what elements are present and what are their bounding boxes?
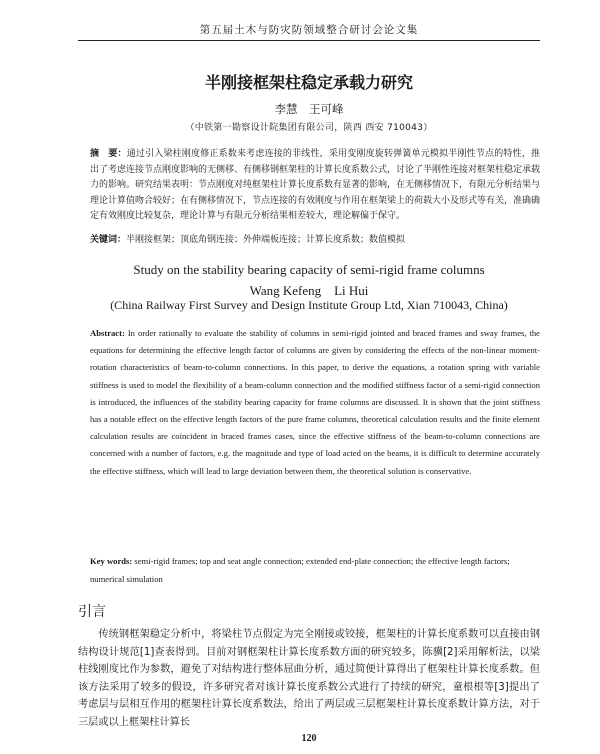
- cn-title: 半刚接框架柱稳定承载力研究: [204, 73, 413, 92]
- cn-keywords-text: 半刚接框架；顶底角钢连接；外伸端板连接；计算长度系数；数值模拟: [126, 235, 406, 245]
- cn-authors: 李慧 王可峰: [274, 102, 344, 116]
- cn-abstract-label: 摘 要：: [90, 149, 127, 159]
- en-abstract-label: Abstract:: [90, 328, 125, 338]
- cn-affiliation: （中铁第一勘察设计院集团有限公司，陕西 西安 710043）: [185, 123, 433, 133]
- en-authors: Wang Kefeng Li Hui: [249, 283, 369, 298]
- en-abstract: [90, 325, 540, 480]
- section-heading-introduction: 引言: [78, 604, 106, 620]
- cn-keywords-label: 关键词：: [90, 235, 127, 245]
- cn-keywords: [90, 232, 540, 245]
- en-keywords: [90, 553, 540, 588]
- cn-abstract: [90, 147, 540, 225]
- en-keywords-label: Key words:: [90, 556, 133, 566]
- running-header: 第五届土木与防灾防领域整合研讨会论文集: [199, 24, 419, 36]
- header-rule: [78, 40, 540, 41]
- en-keywords-text: semi-rigid frames; top and seat angle connection; extended end-plate connection; the effective length factors; numerical simulation: [90, 556, 510, 584]
- cn-abstract-text: 通过引入梁柱刚度修正系数来考虑连接的非线性，采用变刚度旋转弹簧单元模拟半刚性节点的特性，推出了考虑连接节点刚度影响的无侧移、有侧移钢框架柱的计算长度系数公式，讨论了半刚性连接对框架柱稳定承载力的影响。研究结果表明：节点刚度对纯框架柱计算长度系数有显著的影响，在无侧移情况下，有限元分析结果与理论计算值吻合较好；在有侧移情况下，节点连接的有效刚度与作用在框架梁上的荷载大小及形式等有关，准确确定有效刚度比较复杂，理论计算与有限元分析结果相差较大，理论解偏于保守。: [90, 149, 541, 221]
- en-affiliation: (China Railway First Survey and Design Institute Group Ltd, Xian 710043, China): [110, 298, 508, 312]
- page-number: 120: [301, 733, 317, 744]
- intro-paragraph: 传统钢框架稳定分析中，将梁柱节点假定为完全刚接或铰接，框架柱的计算长度系数可以直接由钢结构设计规范[1]查表得到。目前对钢框架柱计算长度系数方面的研究较多，陈骥[2]采用解析法，以梁柱线刚度比作为参数，避免了对结构进行整体屈曲分析，通过简便计算得出了框架柱计算长度系数。但该方法采用了较多的假设，许多研究者对该计算长度系数公式进行了持续的研究，童根根等[3]提出了考虑层与层相互作用的框架柱计算长度系数法，给出了两层或三层框架柱计算长度系数计算方法，对于三层或以上框架柱计算长: [78, 629, 540, 728]
- en-title: Study on the stability bearing capacity of semi-rigid frame columns: [133, 262, 485, 277]
- en-abstract-text: In order rationally to evaluate the stability of columns in semi-rigid jointed and braced frames and sway frames, the equations for determining the effective length factor of columns are given by considering the effects of the non-linear moment-rotation characteristics of beam-to-column connections. In this paper, to derive the equations, a rotation spring with variable stiffness is used to model the flexibility of a beam-column connection and the modified stiffness factor of a semi-rigid connection is introduced, the influences of the stability bearing capacity for frame columns are discussed. It is shown that the joint stiffness has a notable effect on the effective length factors of the pure frame columns, theoretical calculation results and the finite element calculation results are coincident in braced frames cases, since the effective stiffness of the beam-to-column connections are concerned with a number of factors, e.g. the magnitude and type of load acted on the beams, it is difficult to determine accurately the effective stiffness, which will lead to large deviation between them, the theoretical solution is conservative.: [90, 328, 540, 476]
